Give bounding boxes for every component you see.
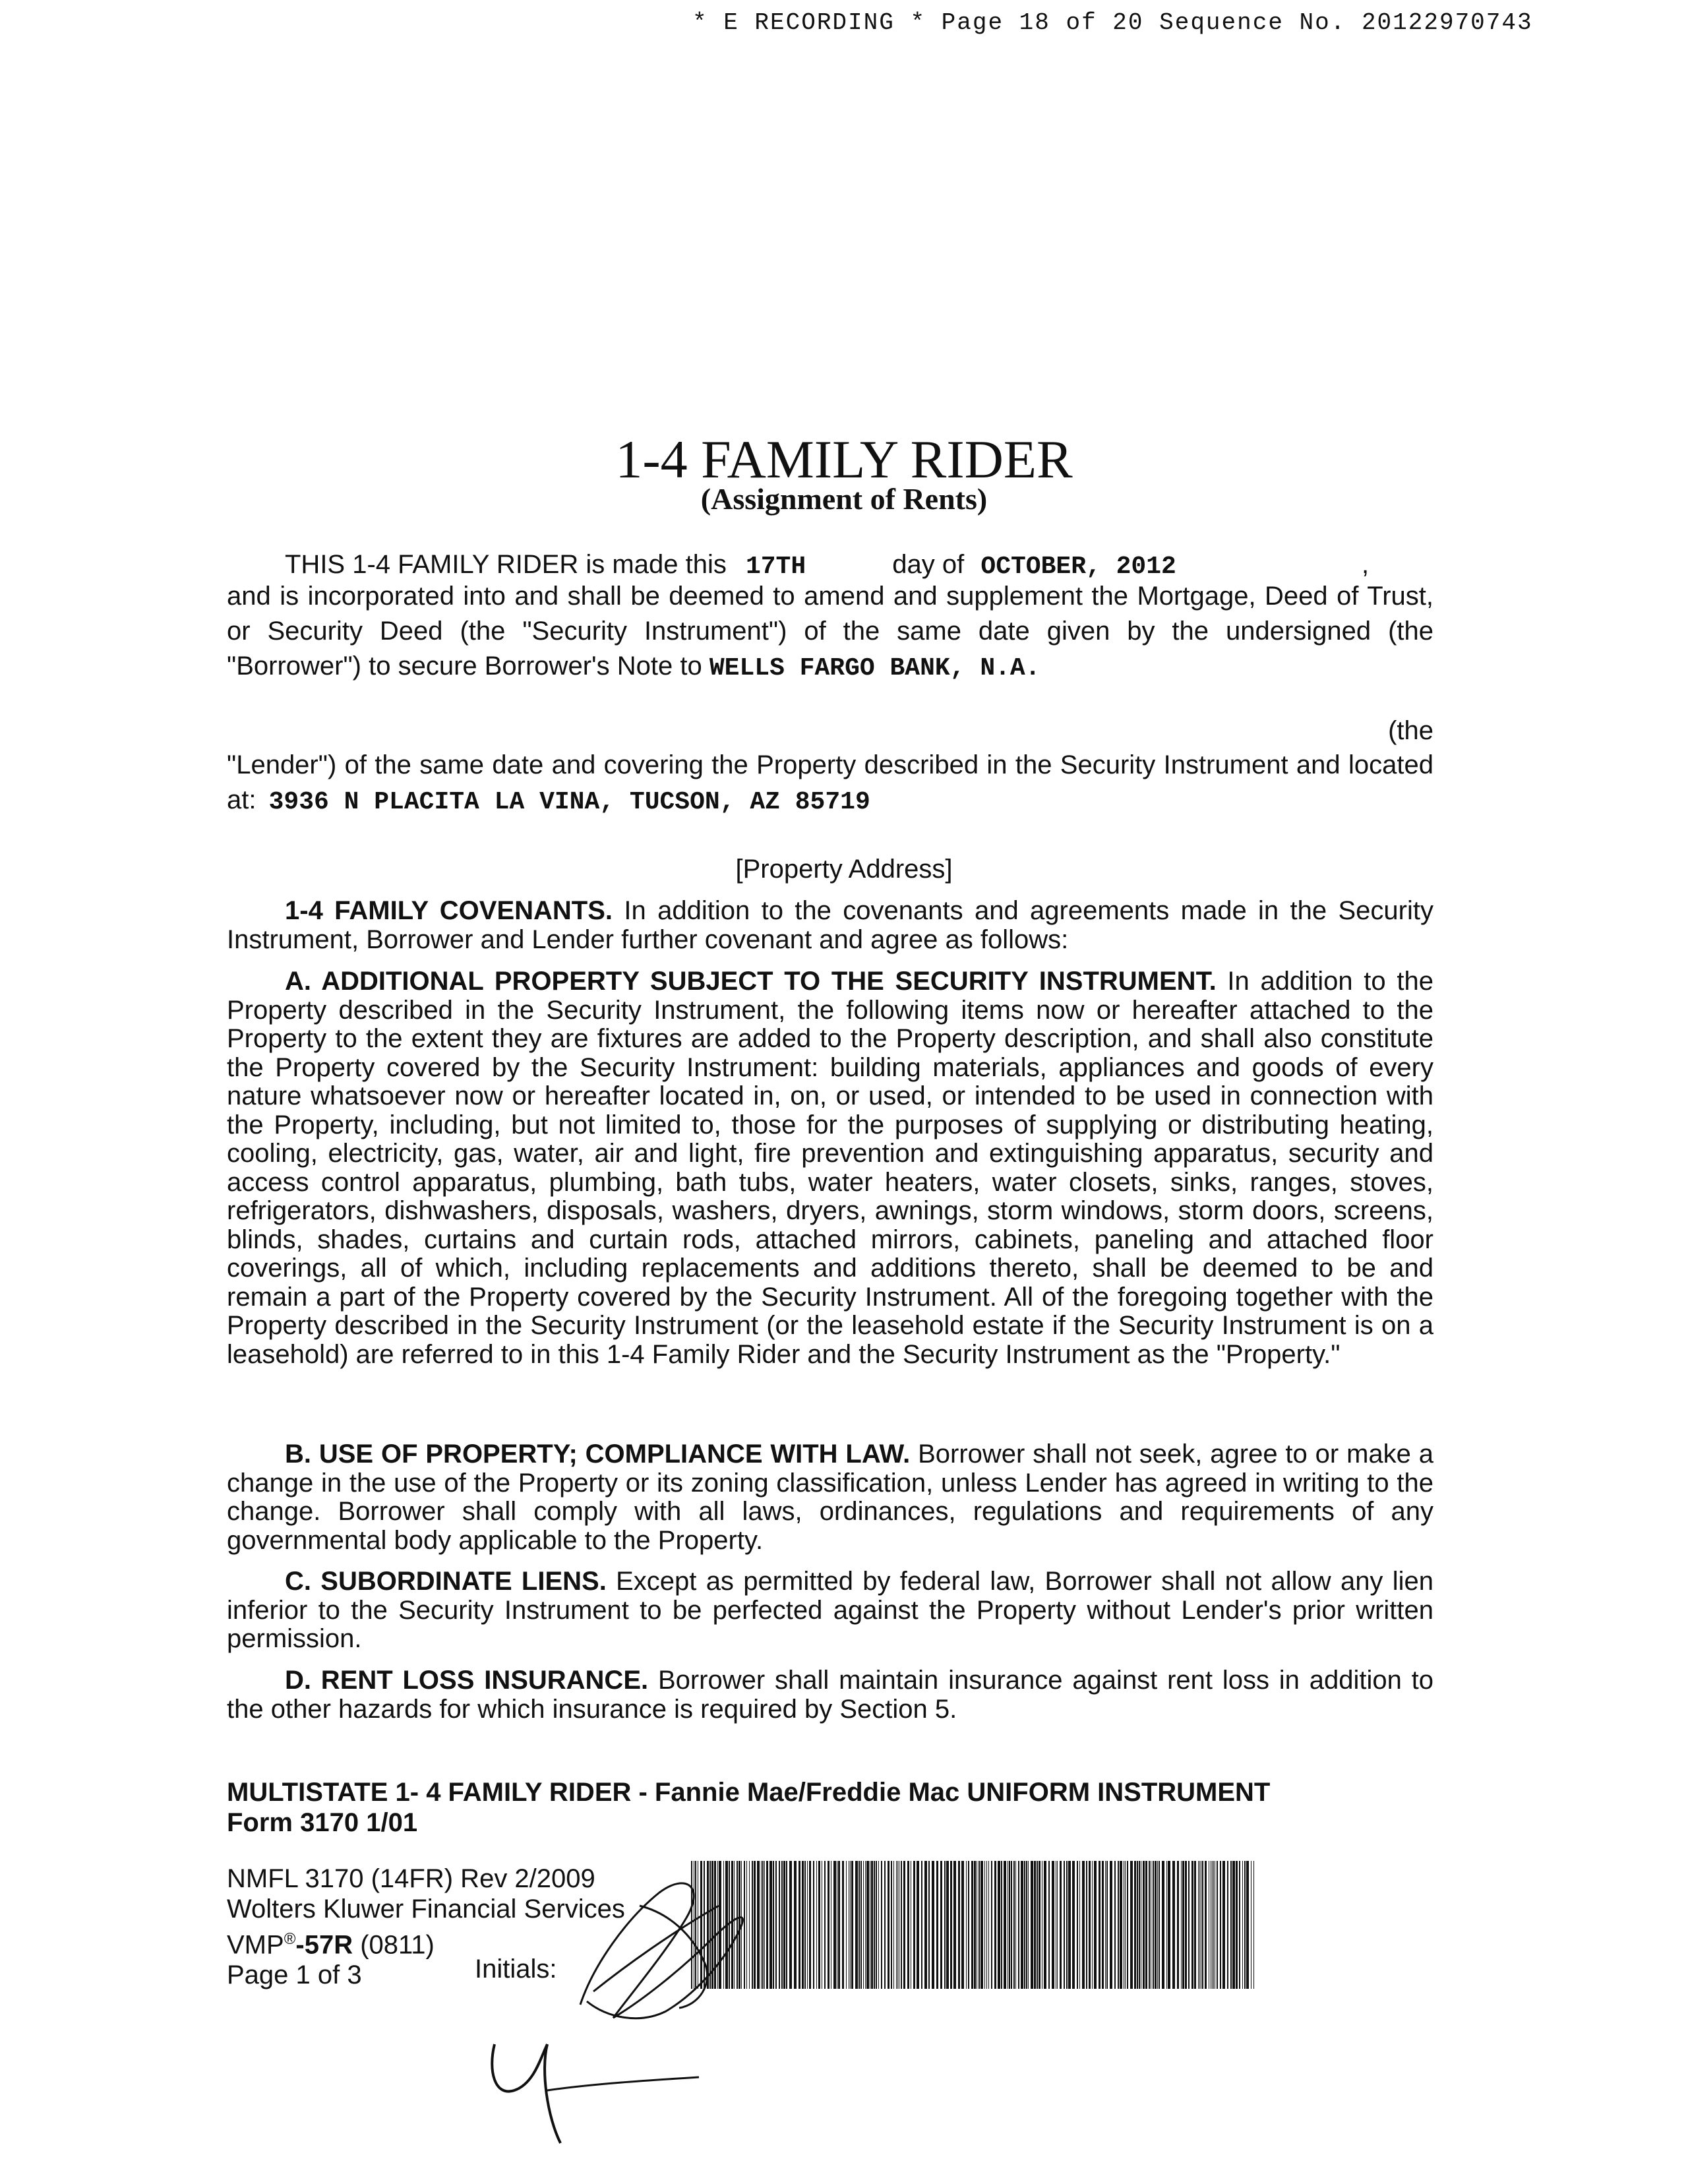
barcode-bar [1015,1861,1016,1989]
initials-signature [554,1866,765,2031]
barcode-bar [824,1861,826,1989]
barcode-bar [1236,1861,1238,1989]
intro-day-of: day of [892,550,965,579]
intro-paragraph [227,579,1433,686]
initials-label: Initials: [475,1955,557,1984]
footer-page: Page 1 of 3 [227,1960,362,1990]
barcode-bar [1060,1861,1062,1989]
barcode-bar [1001,1861,1002,1989]
footer-form-number: Form 3170 1/01 [227,1808,418,1837]
barcode-bar [1168,1861,1170,1989]
barcode-bar [1182,1861,1184,1989]
barcode-bar [932,1861,934,1989]
barcode-bar [773,1861,774,1989]
barcode-bar [974,1861,976,1989]
barcode-bar [871,1861,873,1989]
barcode-bar [802,1861,804,1989]
covenants-text: In addition to the covenants and agreements made in the Security Instrument, Borrower and Lender further covenant and agree as follows: [227,896,1433,954]
barcode-bar [1004,1861,1006,1989]
barcode-bar [998,1861,1000,1989]
barcode-bar [1227,1861,1228,1989]
barcode-bar [842,1861,844,1989]
covenants-heading: 1-4 FAMILY COVENANTS. [285,896,613,925]
section-a [227,967,1433,1369]
barcode-bar [1157,1861,1158,1989]
footer-title [227,1777,1270,1838]
barcode-bar [1217,1861,1218,1989]
barcode-bar [1162,1861,1164,1989]
barcode-bar [924,1861,927,1989]
barcode-bar [1066,1861,1068,1989]
lender-paragraph [227,748,1433,820]
barcode-bar [1089,1861,1091,1989]
registered-mark: ® [284,1930,296,1948]
barcode-bar [888,1861,889,1989]
barcode-bar [1039,1861,1040,1989]
barcode-bar [1220,1861,1221,1989]
barcode-bar [769,1861,772,1989]
footer-vmp-label: VMP [227,1930,284,1960]
barcode-bar [1230,1861,1232,1989]
barcode-bar [775,1861,777,1989]
barcode-bar [1242,1861,1243,1989]
barcode-bar [789,1861,792,1989]
barcode-bar [846,1861,847,1989]
barcode-bar [1185,1861,1187,1989]
section-d [227,1666,1433,1724]
barcode-bar [807,1861,808,1989]
barcode-bar [1013,1861,1015,1989]
intro-comma: , [1361,550,1370,579]
barcode-bar [1110,1861,1112,1989]
footer-vmp-date: (0811) [360,1930,435,1960]
property-address: 3936 N PLACITA LA VINA, TUCSON, AZ 85719 [268,788,870,816]
barcode-bar [1137,1861,1138,1989]
barcode-bar [1127,1861,1128,1989]
barcode-bar [1139,1861,1140,1989]
barcode-bar [876,1861,877,1989]
barcode-bar [1072,1861,1075,1989]
barcode-bar [950,1861,952,1989]
barcode-bar [1253,1861,1254,1989]
barcode-bar [1079,1861,1080,1989]
section-b-heading: B. USE OF PROPERTY; COMPLIANCE WITH LAW. [285,1440,911,1469]
barcode-bar [1024,1861,1025,1989]
barcode-bar [944,1861,946,1989]
barcode-bar [1031,1861,1033,1989]
barcode-bar [816,1861,817,1989]
barcode-bar [1037,1861,1038,1989]
barcode-bar [1028,1861,1029,1989]
barcode-bar [994,1861,996,1989]
lender-text: "Lender") of the same date and covering the Property described in the Security Instrument and located at: [227,750,1433,814]
barcode-bar [968,1861,969,1989]
barcode-bar [1205,1861,1207,1989]
barcode-bar [1118,1861,1119,1989]
recording-header: * E RECORDING * Page 18 of 20 Sequence No. 20122970743 [692,9,1533,36]
barcode-bar [1018,1861,1019,1989]
barcode-bar [980,1861,983,1989]
barcode-bar [979,1861,980,1989]
intro-the: (the [1388,716,1433,745]
barcode-bar [1106,1861,1108,1989]
barcode-bar [1191,1861,1193,1989]
barcode-bar [1246,1861,1249,1989]
barcode-bar [1239,1861,1240,1989]
barcode-bar [781,1861,783,1989]
barcode-bar [1149,1861,1150,1989]
barcode-bar [833,1861,836,1989]
barcode-bar [896,1861,897,1989]
barcode-bar [1026,1861,1027,1989]
barcode-bar [1082,1861,1085,1989]
barcode-bar [1125,1861,1126,1989]
barcode-bar [1092,1861,1093,1989]
document-title: 1-4 FAMILY RIDER [615,429,1073,489]
barcode-bar [794,1861,797,1989]
barcode-bar [958,1861,960,1989]
barcode-bar [984,1861,985,1989]
barcode-bar [838,1861,840,1989]
lender-name: WELLS FARGO BANK, N.A. [709,654,1040,682]
barcode-bar [878,1861,879,1989]
barcode-bar [1068,1861,1071,1989]
section-a-heading: A. ADDITIONAL PROPERTY SUBJECT TO THE SECURITY INSTRUMENT. [285,967,1217,996]
barcode-bar [863,1861,864,1989]
barcode-bar [1181,1861,1182,1989]
property-address-label: [Property Address] [735,855,953,884]
barcode-bar [1232,1861,1235,1989]
barcode-bar [1120,1861,1122,1989]
barcode-bar [1077,1861,1078,1989]
barcode-bar [1212,1861,1213,1989]
barcode-bar [913,1861,915,1989]
barcode-bar [766,1861,768,1989]
barcode-bar [851,1861,853,1989]
barcode-bar [881,1861,882,1989]
barcode-bar [866,1861,869,1989]
barcode-bar [860,1861,862,1989]
barcode-bar [1213,1861,1214,1989]
barcode-bar [921,1861,922,1989]
barcode-bar [828,1861,829,1989]
barcode-bar [779,1861,780,1989]
barcode-bar [1114,1861,1116,1989]
barcode-bar [966,1861,967,1989]
barcode-bar [1064,1861,1065,1989]
barcode-bar [1048,1861,1050,1989]
barcode-bar [928,1861,930,1989]
barcode-bar [946,1861,949,1989]
barcode-bar [1145,1861,1147,1989]
barcode-bar [813,1861,814,1989]
barcode-bar [1102,1861,1104,1989]
barcode-bar [1222,1861,1225,1989]
barcode-image [691,1861,1255,1989]
barcode-bar [1153,1861,1154,1989]
barcode-bar [971,1861,973,1989]
section-d-heading: D. RENT LOSS INSURANCE. [285,1666,649,1695]
barcode-bar [961,1861,964,1989]
barcode-bar [1011,1861,1012,1989]
barcode-bar [874,1861,875,1989]
section-c-heading: C. SUBORDINATE LIENS. [285,1567,607,1596]
barcode-bar [1021,1861,1023,1989]
document-subtitle: (Assignment of Rents) [700,482,988,516]
barcode-bar [1057,1861,1058,1989]
barcode-bar [818,1861,820,1989]
footer-company: Wolters Kluwer Financial Services [227,1895,625,1924]
barcode-bar [1172,1861,1175,1989]
barcode-bar [901,1861,902,1989]
barcode-bar [884,1861,886,1989]
barcode-bar [897,1861,898,1989]
barcode-bar [1094,1861,1097,1989]
barcode-bar [1159,1861,1160,1989]
barcode-bar [1244,1861,1246,1989]
barcode-bar [865,1861,866,1989]
barcode-bar [1143,1861,1145,1989]
barcode-bar [786,1861,787,1989]
barcode-bar [1044,1861,1046,1989]
barcode-bar [903,1861,905,1989]
barcode-bar [809,1861,811,1989]
barcode-bar [988,1861,989,1989]
barcode-bar [1199,1861,1200,1989]
section-b [227,1440,1433,1555]
barcode-bar [936,1861,938,1989]
barcode-bar [1166,1861,1167,1989]
barcode-bar [1155,1861,1157,1989]
second-signature [475,2018,712,2156]
barcode-bar [1034,1861,1036,1989]
barcode-bar [986,1861,987,1989]
intro-text: and is incorporated into and shall be deemed to amend and supplement the Mortgage, Deed of Trust, or Security Deed (the "Security Instrument") of the same date given by the undersigned (the "Borrower") to secure Borrower's Note to [227,582,1433,681]
barcode-bar [907,1861,909,1989]
footer-code: NMFL 3170 (14FR) Rev 2/2009 [227,1864,595,1893]
covenants-paragraph [227,897,1433,954]
barcode-bar [1086,1861,1087,1989]
barcode-bar [991,1861,992,1989]
section-c-text: Except as permitted by federal law, Borrower shall not allow any lien inferior to the Security Instrument to be perfected against the Property without Lender's prior written permission. [227,1567,1433,1653]
footer-vmp-code: -57R [295,1930,353,1960]
barcode-bar [1009,1861,1010,1989]
intro-day: 17TH [745,553,806,581]
barcode-bar [799,1861,800,1989]
barcode-bar [783,1861,785,1989]
barcode-bar [1188,1861,1190,1989]
barcode-bar [859,1861,860,1989]
barcode-bar [891,1861,892,1989]
section-a-text: In addition to the Property described in the Security Instrument, the following items now or hereafter attached to the Property to the extent they are fixtures are added to the Property description, and shall also constitute the Property covered by the Security Instrument: building materials, appliances and goods of every nature whatsoever now or hereafter located in, on, or used, or intended to be used in connection with the Property, including, but not limited to, those for the purposes of supplying or distributing heating, cooling, electricity, gas, water, air and light, fire prevention and extinguishing apparatus, security and access control apparatus, plumbing, bath tubs, water heaters, water closets, sinks, ranges, stoves, refrigerators, dishwashers, disposals, washers, dryers, awnings, storm windows, storm doors, screens, blinds, shades, curtains and curtain rods, attached mirrors, cabinets, paneling and attached floor coverings, all of which, including replacements and additions thereto, shall be deemed to be and remain a part of the Property covered by the Security Instrument. All of the foregoing together with the Property described in the Security Instrument (or the leasehold estate if the Security Instrument is on a leasehold) are referred to in this 1-4 Family Rider and the Security Instrument as the "Property." [227,967,1433,1369]
barcode-bar [1202,1861,1203,1989]
barcode-bar [893,1861,894,1989]
section-d-text: Borrower shall maintain insurance against rent loss in addition to the other hazards for which insurance is required by Section 5. [227,1666,1433,1724]
barcode-bar [855,1861,858,1989]
barcode-bar [917,1861,919,1989]
barcode-bar [1177,1861,1179,1989]
barcode-bar [1105,1861,1106,1989]
barcode-bar [1099,1861,1100,1989]
footer-form-title: MULTISTATE 1- 4 FAMILY RIDER - Fannie Mae/Freddie Mac UNIFORM INSTRUMENT [227,1778,1271,1807]
barcode-bar [1134,1861,1136,1989]
section-b-text: Borrower shall not seek, agree to or make a change in the use of the Property or its zoning classification, unless Lender has agreed in writing to the change. Borrower shall comply with all laws, ordinances, regulations and requirements of any governmental body applicable to the Property. [227,1440,1433,1555]
intro-month-year: OCTOBER, 2012 [980,553,1176,581]
barcode-bar [1052,1861,1054,1989]
barcode-bar [1198,1861,1199,1989]
barcode-bar [1130,1861,1133,1989]
intro-made-this: THIS 1-4 FAMILY RIDER is made this [285,550,727,579]
barcode-bar [940,1861,942,1989]
barcode-bar [1194,1861,1196,1989]
section-c [227,1567,1433,1654]
barcode-bar [804,1861,806,1989]
barcode-bar [850,1861,851,1989]
barcode-bar [953,1861,956,1989]
